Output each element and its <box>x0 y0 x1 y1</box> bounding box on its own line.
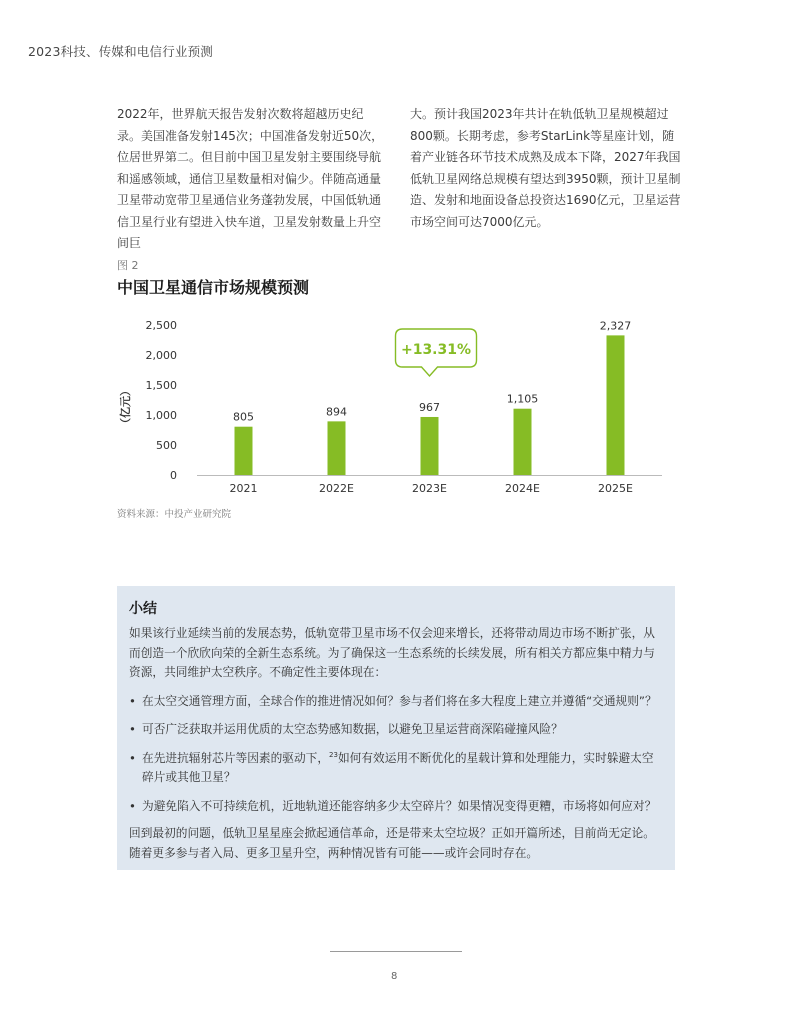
bar <box>607 335 625 475</box>
x-tick-label: 2022E <box>319 482 354 495</box>
x-tick-label: 2023E <box>412 482 447 495</box>
callout-text: +13.31% <box>400 342 472 358</box>
bullet-3-text: 如何有效运用不断优化的星载计算和处理能力，实时躲避太空碎片或其他卫星？ <box>142 750 654 784</box>
y-tick-label: 1,000 <box>145 409 177 422</box>
summary-bullet-1: • 在太空交通管理方面，全球合作的推进情况如何？参与者们将在多大程度上建立并遵循“交通规则”？ <box>129 692 663 712</box>
bar-chart <box>117 312 677 502</box>
figure-label: 图 2 <box>117 259 139 272</box>
summary-box <box>117 586 675 870</box>
bar-value-label: 1,105 <box>506 392 539 406</box>
y-tick-label: 1,500 <box>145 379 177 392</box>
body-column-left: 2022年，世界航天报告发射次数将超越历史纪录。美国准备发射145次；中国准备发射近50次，位居世界第二。但目前中国卫星发射主要围绕导航和遥感领域，通信卫星数量相对偏少。伴随高通量卫星带动宽带卫星通信业务蓬勃发展，中国低轨通信卫星行业有望进入快车道，卫星发射数量上升空间巨 <box>117 107 384 250</box>
running-header: 2023科技、传媒和电信行业预测 <box>28 44 214 59</box>
summary-title: 小结 <box>129 601 157 617</box>
bar <box>514 409 532 475</box>
bullet-3-prefix: 在先进抗辐射芯片等因素的驱动下， <box>142 750 330 765</box>
page-number: 8 <box>391 971 398 982</box>
summary-outro: 回到最初的问题，低轨卫星星座会掀起通信革命，还是带来太空垃圾？正如开篇所述，目前尚无定论。随着更多参与者入局、更多卫星升空，两种情况皆有可能——或许会同时存在。 <box>129 826 655 860</box>
bar-value-label: 2,327 <box>599 319 632 333</box>
x-tick-label: 2024E <box>505 482 540 495</box>
y-axis-label: （亿元） <box>119 385 132 429</box>
summary-bullet-3 <box>129 749 663 788</box>
bar-value-label: 894 <box>326 405 347 419</box>
bar-value-label: 967 <box>419 400 440 414</box>
figure-title: 中国卫星通信市场规模预测 <box>117 278 310 297</box>
y-axis <box>146 319 178 482</box>
bar <box>235 427 253 475</box>
summary-intro: 如果该行业延续当前的发展态势，低轨宽带卫星市场不仅会迎来增长，还将带动周边市场不断扩张，从而创造一个欣欣向荣的全新生态系统。为了确保这一生态系统的长续发展，所有相关方都应集中精力与资源，共同维护太空秩序。不确定性主要体现在： <box>129 626 655 679</box>
y-tick-label: 2,000 <box>145 349 177 362</box>
footnote-ref[interactable]: 23 <box>329 750 338 759</box>
x-tick-label: 2021 <box>229 482 258 495</box>
bar <box>328 421 346 475</box>
summary-bullets <box>129 692 663 817</box>
summary-bullet-4: • 为避免陷入不可持续危机，近地轨道还能容纳多少太空碎片？如果情况变得更糟，市场将如何应对？ <box>129 797 663 817</box>
summary-bullet-2: • 可否广泛获取并运用优质的太空态势感知数据，以避免卫星运营商深陷碰撞风险？ <box>129 720 663 740</box>
footer-divider <box>330 951 462 952</box>
bar <box>421 417 439 475</box>
x-tick-label: 2025E <box>598 482 633 495</box>
y-tick-label: 2,500 <box>145 319 177 332</box>
growth-callout <box>396 329 477 376</box>
bar-value-label: 805 <box>233 410 254 424</box>
figure-source: 资料来源：中投产业研究院 <box>117 509 232 520</box>
y-tick-label: 0 <box>170 469 177 482</box>
y-tick-label: 500 <box>156 439 177 452</box>
body-column-right: 大。预计我国2023年共计在轨低轨卫星规模超过800颗。长期考虑，参考StarLink等星座计划，随着产业链各环节技术成熟及成本下降，2027年我国低轨卫星网络总规模有望达到3950颗，预计卫星制造、发射和地面设备总投资达1690亿元，卫星运营市场空间可达7000亿元。 <box>410 107 681 229</box>
